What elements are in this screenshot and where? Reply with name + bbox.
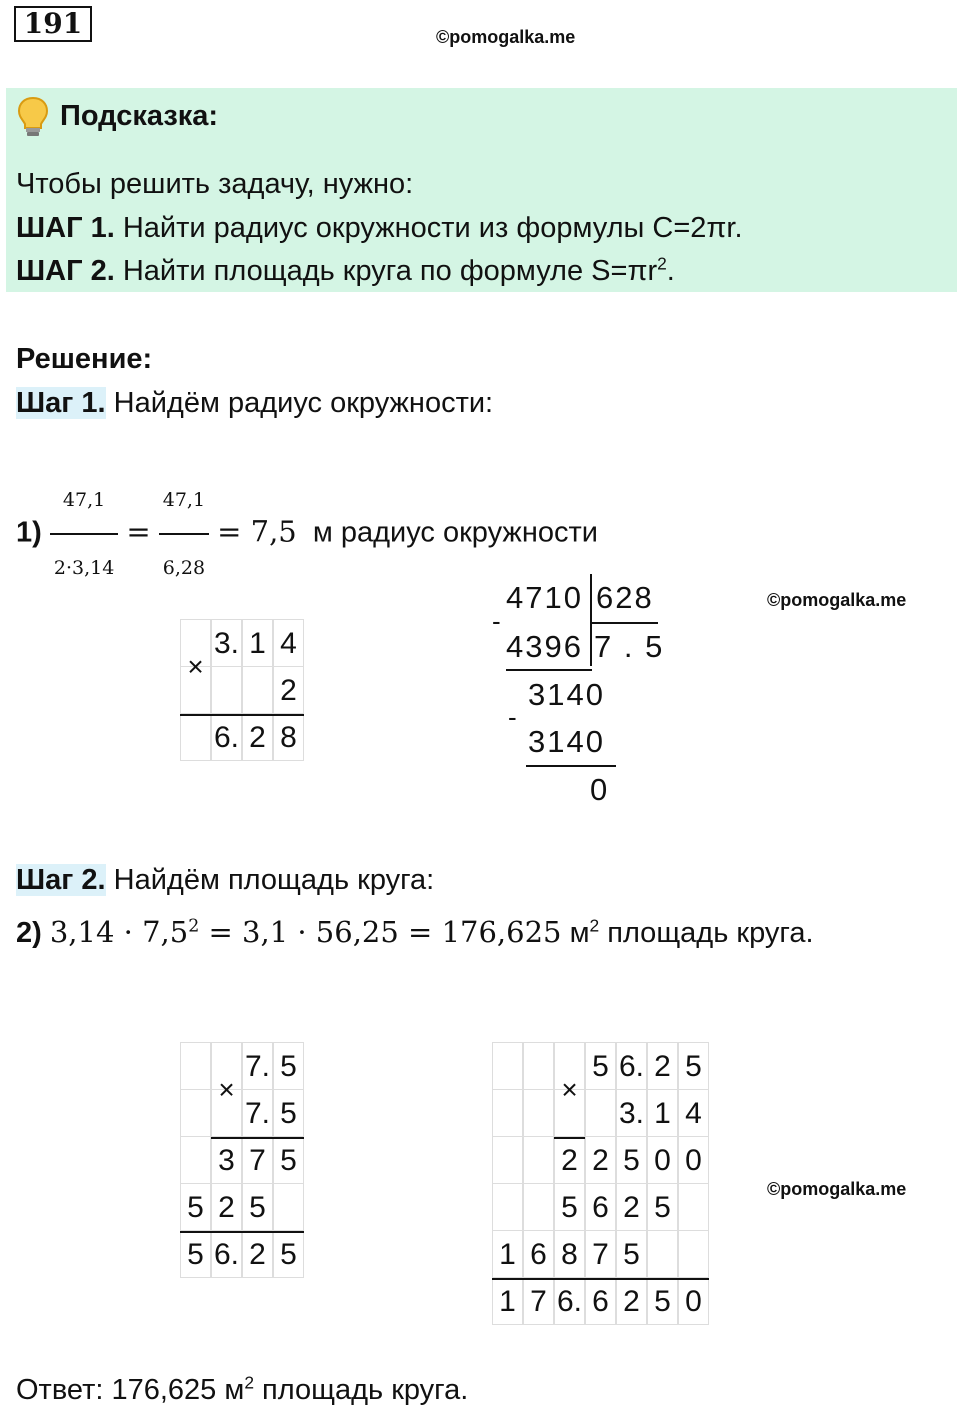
hint-step1-text: Найти радиус окружности из формулы С=2πr. <box>122 212 743 244</box>
answer-tail: площадь круга. <box>253 1374 469 1406</box>
eq1-fraction-2 <box>159 470 209 598</box>
mult3-line-1 <box>554 1137 585 1139</box>
grid-cell: 5 <box>242 1183 273 1231</box>
grid-cell: 8 <box>554 1230 585 1278</box>
division-line-2 <box>526 765 616 767</box>
grid-cell: 7. <box>242 1089 273 1137</box>
grid-cell <box>678 1230 709 1278</box>
division-sub-2: 3140 <box>528 724 605 759</box>
eq1-frac2-top: 47,1 <box>159 470 209 535</box>
hint-step1-label: ШАГ 1. <box>16 212 115 244</box>
grid-cell: 0 <box>678 1277 709 1325</box>
grid-cell: 6. <box>554 1277 585 1325</box>
grid-cell: 5 <box>616 1230 647 1278</box>
grid-cell: 1 <box>647 1089 678 1137</box>
grid-cell: 5 <box>273 1089 304 1137</box>
answer-exp: 2 <box>244 1372 254 1393</box>
grid-cell <box>492 1042 523 1090</box>
grid-cell <box>180 713 211 761</box>
equation-2 <box>16 914 814 951</box>
division-line-1 <box>506 669 592 671</box>
grid-cell: 5 <box>647 1277 678 1325</box>
multiply-sign-1: × <box>187 651 204 682</box>
grid-cell: 3. <box>211 619 242 667</box>
grid-cell: 3. <box>616 1089 647 1137</box>
grid-cell: 7 <box>242 1136 273 1184</box>
lightbulb-icon <box>16 96 50 143</box>
watermark-middle: ©pomogalka.me <box>767 590 907 610</box>
grid-cell: 5 <box>616 1136 647 1184</box>
division-sub-1: 4396 <box>506 629 583 664</box>
grid-cell <box>273 1183 304 1231</box>
watermark-top: ©pomogalka.me <box>436 27 576 47</box>
grid-cell: 1 <box>242 619 273 667</box>
grid-cell <box>523 1183 554 1231</box>
grid-cell: 6 <box>585 1183 616 1231</box>
division-vertical-line <box>590 574 592 666</box>
mult3-line-2 <box>492 1278 709 1280</box>
grid-cell: 5 <box>585 1042 616 1090</box>
watermark-bottom: ©pomogalka.me <box>767 1179 907 1199</box>
hint-step1 <box>16 210 743 246</box>
hint-step2-label: ШАГ 2. <box>16 255 115 287</box>
grid-cell <box>523 1136 554 1184</box>
grid-cell: 4 <box>273 619 304 667</box>
grid-cell <box>242 666 273 714</box>
eq2-tail: площадь круга. <box>607 917 814 949</box>
eq2-rest: = 3,1 · 56,25 = 176,625 <box>199 915 562 949</box>
grid-cell: 6 <box>585 1277 616 1325</box>
eq1-frac2-bottom: 6,28 <box>162 557 206 579</box>
division-quotient: 7 . 5 <box>594 629 665 664</box>
eq1-fraction-1 <box>50 470 118 598</box>
eq2-unit-exp: 2 <box>589 915 600 936</box>
grid-cell <box>492 1183 523 1231</box>
grid-cell: 2 <box>616 1277 647 1325</box>
grid-cell: 2 <box>242 713 273 761</box>
eq1-tail: м радиус окружности <box>312 516 598 549</box>
grid-cell: 5 <box>273 1042 304 1090</box>
grid-cell: 7. <box>242 1042 273 1090</box>
solution-step1 <box>16 385 493 421</box>
division-minus-2: - <box>508 702 519 732</box>
grid-cell: 2 <box>273 666 304 714</box>
grid-cell: 6. <box>211 1230 242 1278</box>
eq1-number: 1) <box>16 516 42 549</box>
grid-cell: 8 <box>273 713 304 761</box>
division-dividend: 4710 <box>506 580 583 615</box>
multiply-sign-3: × <box>561 1074 578 1105</box>
eq2-unit: м <box>569 917 590 949</box>
hint-step2-end: . <box>666 255 675 287</box>
solution-step2 <box>16 862 434 898</box>
grid-cell: 5 <box>180 1230 211 1278</box>
grid-cell: 7 <box>585 1230 616 1278</box>
grid-cell: 6 <box>523 1230 554 1278</box>
grid-cell: 0 <box>647 1136 678 1184</box>
grid-cell <box>585 1089 616 1137</box>
grid-cell <box>180 1089 211 1137</box>
grid-cell: 5 <box>180 1183 211 1231</box>
step2-label: Шаг 2. <box>16 864 106 896</box>
grid-cell <box>523 1042 554 1090</box>
division-remainder-1: 3140 <box>528 677 605 712</box>
step1-text: Найдём радиус окружности: <box>113 387 494 419</box>
grid-cell: 2 <box>585 1136 616 1184</box>
grid-cell: 2 <box>211 1183 242 1231</box>
grid-cell: 1 <box>492 1277 523 1325</box>
hint-title: Подсказка: <box>60 100 219 132</box>
mult2-line-2 <box>180 1231 304 1233</box>
grid-cell: 3 <box>211 1136 242 1184</box>
grid-cell <box>492 1136 523 1184</box>
grid-cell: 5 <box>273 1136 304 1184</box>
grid-cell <box>492 1089 523 1137</box>
grid-cell: 5 <box>273 1230 304 1278</box>
grid-cell: 2 <box>647 1042 678 1090</box>
hint-step2-text: Найти площадь круга по формуле S=πr <box>122 255 658 287</box>
eq1-frac1-bottom: 2·3,14 <box>53 557 115 579</box>
hint-step2-exp: 2 <box>657 253 667 274</box>
solution-title: Решение: <box>16 343 153 375</box>
grid-cell: 5 <box>647 1183 678 1231</box>
eq1-result: = 7,5 <box>217 514 297 549</box>
eq1-equals: = <box>126 514 151 549</box>
grid-cell <box>211 666 242 714</box>
equation-1 <box>16 470 598 598</box>
answer-text: Ответ: 176,625 м <box>16 1374 245 1406</box>
grid-cell: 6. <box>211 713 242 761</box>
grid-cell: 6. <box>616 1042 647 1090</box>
step1-label: Шаг 1. <box>16 387 106 419</box>
answer <box>16 1372 468 1408</box>
grid-cell <box>647 1230 678 1278</box>
grid-cell: 2 <box>242 1230 273 1278</box>
eq2-expr: 3,14 · 7,5 <box>49 915 189 949</box>
multiply-sign-2: × <box>218 1074 235 1105</box>
step2-text: Найдём площадь круга: <box>113 864 435 896</box>
mult1-underline <box>180 714 304 716</box>
task-number: 191 <box>14 6 92 42</box>
grid-cell: 7 <box>523 1277 554 1325</box>
division-minus-1: - <box>492 606 503 636</box>
grid-cell <box>180 1042 211 1090</box>
eq1-frac1-top: 47,1 <box>50 470 118 535</box>
grid-cell: 2 <box>616 1183 647 1231</box>
grid-cell: 5 <box>554 1183 585 1231</box>
grid-cell <box>180 1136 211 1184</box>
grid-cell: 0 <box>678 1136 709 1184</box>
hint-intro: Чтобы решить задачу, нужно: <box>16 168 414 200</box>
mult2-line-1 <box>211 1137 304 1139</box>
eq2-exp: 2 <box>188 916 200 937</box>
grid-cell <box>678 1183 709 1231</box>
grid-cell <box>523 1089 554 1137</box>
eq2-number: 2) <box>16 917 42 949</box>
grid-cell: 5 <box>678 1042 709 1090</box>
division-divisor-line <box>590 622 658 624</box>
grid-cell: 4 <box>678 1089 709 1137</box>
hint-step2 <box>16 253 675 289</box>
division-remainder-2: 0 <box>590 772 610 807</box>
grid-cell: 2 <box>554 1136 585 1184</box>
grid-cell: 1 <box>492 1230 523 1278</box>
division-divisor: 628 <box>596 580 654 615</box>
